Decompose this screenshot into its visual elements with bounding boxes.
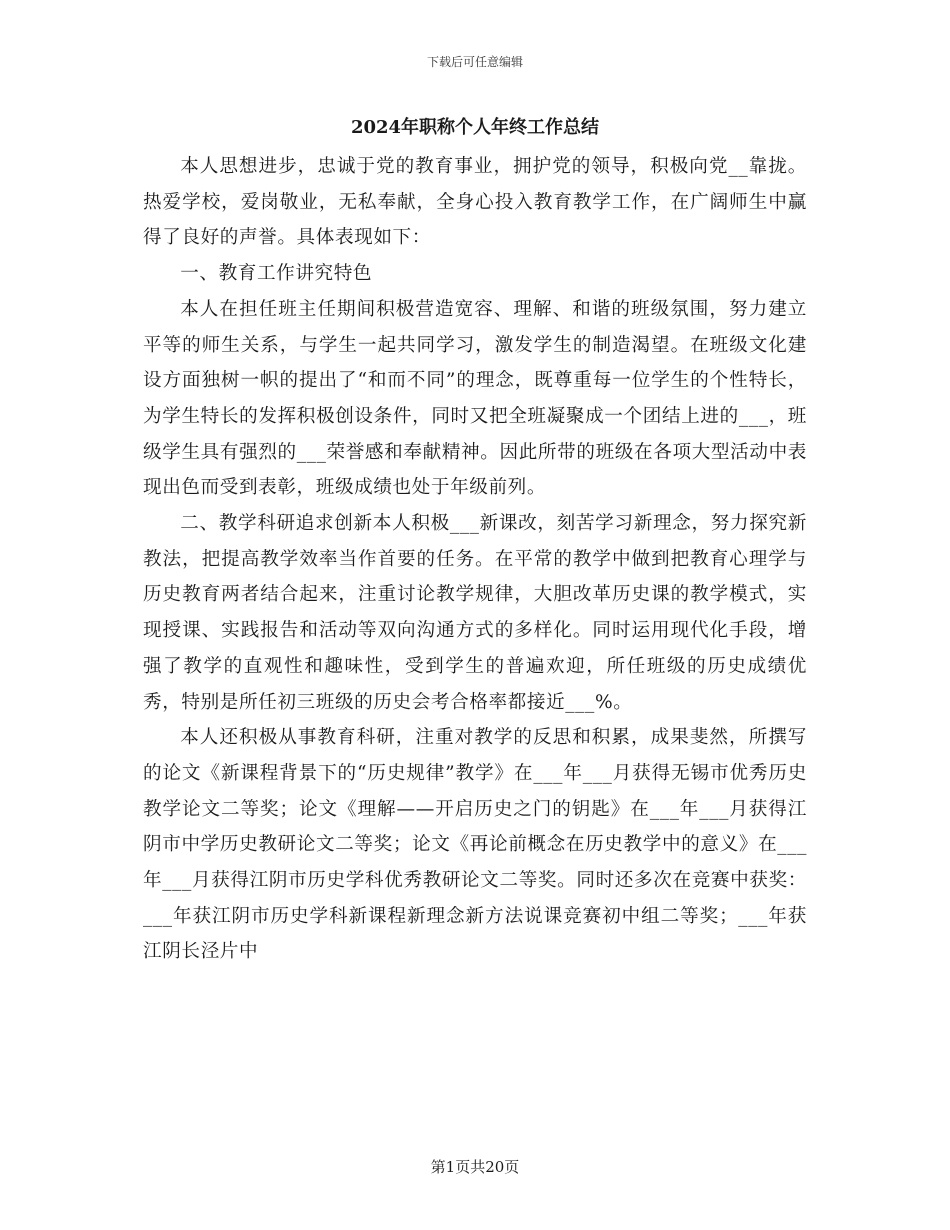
paragraph-teaching-research: 二、教学科研追求创新本人积极___新课改，刻苦学习新理念，努力探究新教法，把提高教学效率当作首要的任务。在平常的教学中做到把教育心理学与历史教育两者结合起来，注重讨论教学规律，大胆改革历史课的教学模式，实现授课、实践报告和活动等双向沟通方式的多样化。同时运用现代化手段，增强了教学的直观性和趣味性，受到学生的普遍欢迎，所任班级的历史成绩优秀，特别是所任初三班级的历史会考合格率都接近___%。 (143, 513, 807, 713)
section-heading-education: 一、教育工作讲究特色 (180, 263, 373, 285)
paragraph-education-work: 本人在担任班主任期间积极营造宽容、理解、和谐的班级氛围，努力建立平等的师生关系，与学生一起共同学习，激发学生的制造渴望。在班级文化建设方面独树一帜的提出了“和而不同”的理念，既尊重每一位学生的个性特长，为学生特长的发挥积极创设条件，同时又把全班凝聚成一个团结上进的___，班级学生具有强烈的___荣誉感和奉献精神。因此所带的班级在各项大型活动中表现出色而受到表彰，班级成绩也处于年级前列。 (143, 298, 807, 499)
paragraph-research-achievements: 本人还积极从事教育科研，注重对教学的反思和积累，成果斐然，所撰写的论文《新课程背景下的“历史规律”教学》在___年___月获得无锡市优秀历史教学论文二等奖；论文《理解——开启历史之门的钥匙》在___年___月获得江阴市中学历史教研论文二等奖；论文《再论前概念在历史教学中的意义》在___年___月获得江阴市历史学科优秀教研论文二等奖。同时还多次在竞赛中获奖：___年获江阴市历史学科新课程新理念新方法说课竞赛初中组二等奖；___年获江阴长泾片中 (143, 727, 807, 963)
page-header-note: 下载后可任意编辑 (426, 55, 523, 69)
page-number-footer: 第1页共20页 (430, 1158, 520, 1176)
paragraph-intro: 本人思想进步，忠诚于党的教育事业，拥护党的领导，积极向党__靠拢。热爱学校，爱岗敬业，无私奉献，全身心投入教育教学工作，在广阔师生中赢得了良好的声誉。具体表现如下： (143, 156, 807, 249)
document-body (143, 149, 807, 970)
document-title: 2024年职称个人年终工作总结 (350, 117, 600, 138)
